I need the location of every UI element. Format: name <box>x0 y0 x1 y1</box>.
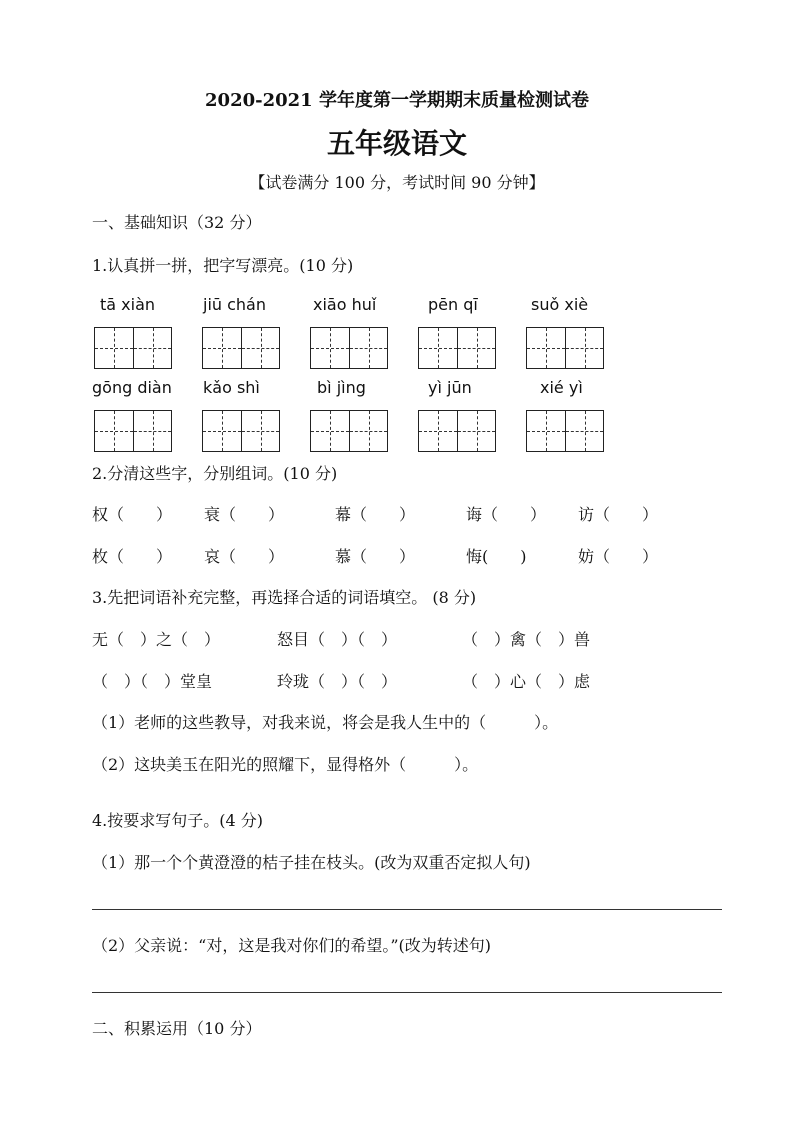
writing-grid[interactable] <box>526 327 604 369</box>
question-3-title: 3.先把词语补充完整，再选择合适的词语填空。 (8 分) <box>92 588 477 607</box>
idiom-blank[interactable]: （ ）禽（ ）兽 <box>462 630 591 649</box>
pinyin-label: yì jūn <box>428 378 472 397</box>
pinyin-label: gōng diàn <box>92 378 172 397</box>
word-group-row <box>92 544 712 568</box>
pinyin-label: bì jìng <box>317 378 366 397</box>
idiom-blank[interactable]: 无（ ）之（ ） <box>92 630 221 649</box>
answer-line[interactable] <box>92 992 722 993</box>
writing-grid[interactable] <box>202 410 280 452</box>
word-group-row <box>92 502 712 526</box>
idiom-row <box>92 627 712 651</box>
pinyin-label: kǎo shì <box>203 378 260 397</box>
word-blank[interactable]: 幕（ ） <box>335 505 416 524</box>
word-blank[interactable]: 权（ ） <box>92 505 173 524</box>
word-blank[interactable]: 悔( ) <box>466 547 527 566</box>
rewrite-prompt-2: （2）父亲说：“对，这是我对你们的希望。”(改为转述句) <box>92 936 492 955</box>
idiom-blank[interactable]: 怒目（ ）（ ） <box>277 630 398 649</box>
question-4-title: 4.按要求写句子。(4 分) <box>92 811 264 830</box>
writing-grid[interactable] <box>94 327 172 369</box>
writing-grid[interactable] <box>94 410 172 452</box>
word-blank[interactable]: 访（ ） <box>578 505 659 524</box>
pinyin-label: xiāo huǐ <box>313 295 377 314</box>
word-blank[interactable]: 枚（ ） <box>92 547 173 566</box>
writing-grid[interactable] <box>526 410 604 452</box>
word-blank[interactable]: 哀（ ） <box>204 547 285 566</box>
fill-sentence-2[interactable]: （2）这块美玉在阳光的照耀下，显得格外（ ）。 <box>92 755 479 774</box>
writing-grid[interactable] <box>310 410 388 452</box>
pinyin-label: jiū chán <box>203 295 266 314</box>
idiom-row <box>92 669 712 693</box>
word-blank[interactable]: 衰（ ） <box>204 505 285 524</box>
fill-sentence-1[interactable]: （1）老师的这些教导，对我来说，将会是我人生中的（ ）。 <box>92 713 559 732</box>
question-1-title: 1.认真拼一拼，把字写漂亮。(10 分) <box>92 256 354 275</box>
writing-grid[interactable] <box>310 327 388 369</box>
writing-grid[interactable] <box>202 327 280 369</box>
writing-grid[interactable] <box>418 327 496 369</box>
pinyin-label: tā xiàn <box>100 295 156 314</box>
rewrite-prompt-1: （1）那一个个黄澄澄的桔子挂在枝头。(改为双重否定拟人句) <box>92 853 531 872</box>
section-heading-accumulation: 二、积累运用（10 分） <box>92 1019 262 1038</box>
question-2-title: 2.分清这些字，分别组词。(10 分) <box>92 464 338 483</box>
idiom-blank[interactable]: 玲珑（ ）（ ） <box>277 672 398 691</box>
exam-title: 2020-2021 学年度第一学期期末质量检测试卷 <box>205 90 589 111</box>
writing-grid[interactable] <box>418 410 496 452</box>
pinyin-label: suǒ xiè <box>531 295 589 314</box>
idiom-blank[interactable]: （ ）（ ）堂皇 <box>92 672 213 691</box>
word-blank[interactable]: 妨（ ） <box>578 547 659 566</box>
pinyin-label: xié yì <box>540 378 583 397</box>
section-heading-basics: 一、基础知识（32 分） <box>92 213 262 232</box>
exam-info: 【试卷满分 100 分，考试时间 90 分钟】 <box>249 173 545 192</box>
word-blank[interactable]: 慕（ ） <box>335 547 416 566</box>
idiom-blank[interactable]: （ ）心（ ）虑 <box>462 672 591 691</box>
word-blank[interactable]: 诲（ ） <box>466 505 547 524</box>
answer-line[interactable] <box>92 909 722 910</box>
pinyin-label: pēn qī <box>428 295 478 314</box>
subject-title: 五年级语文 <box>326 127 467 160</box>
